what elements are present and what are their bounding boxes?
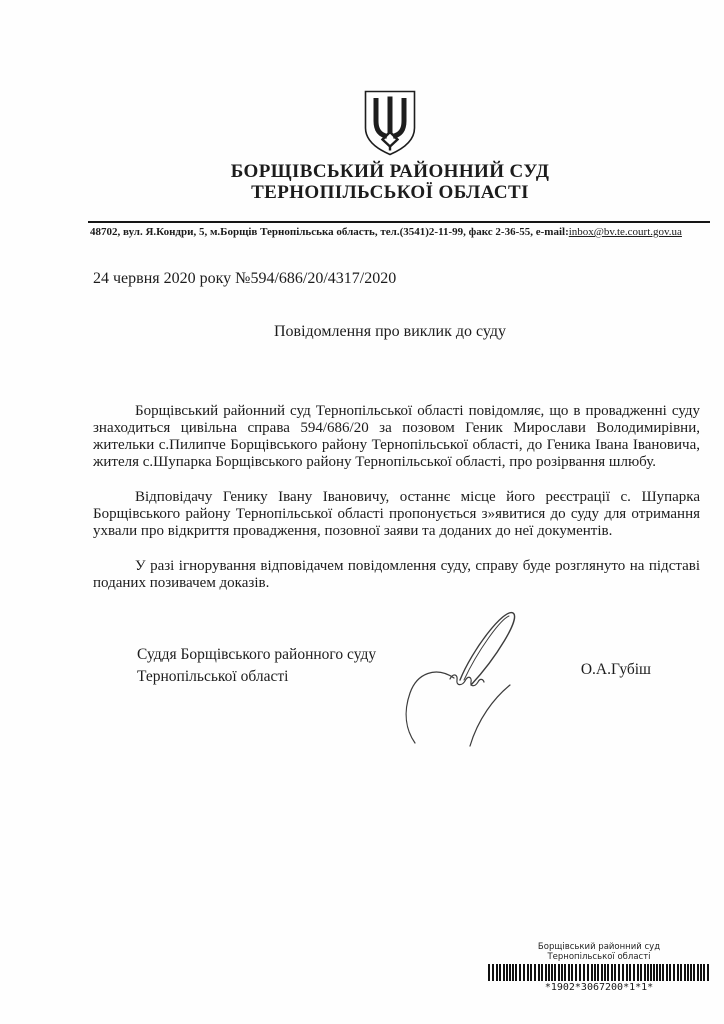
signature-role-line1: Суддя Борщівського районного суду — [137, 646, 377, 663]
paragraph: Борщівський районний суд Тернопільської області повідомляє, що в провадженні суду знаходиться цивільна справа 594/686/20 за позовом Геник Мирослави Володимирівни, жительки с.Пилипче Борщівського району Тернопільської області, до Геника Івана Івановича, жителя с.Шупарка Борщівського району Тернопільської області, про розірвання шлюбу. — [93, 403, 700, 470]
email-link[interactable]: inbox@bv.te.court.gov.ua — [568, 226, 682, 238]
header-divider — [88, 221, 710, 223]
stamp-region: Тернопільської області — [547, 952, 651, 962]
barcode-value: *1902*3067200*1*1* — [544, 982, 654, 993]
court-name — [60, 162, 720, 203]
barcode-stamp — [482, 942, 716, 993]
signature-role-line2: Тернопільської області — [137, 668, 289, 685]
signature-name: О.А.Губіш — [580, 661, 651, 678]
address-line — [90, 226, 718, 238]
signature-role — [137, 644, 376, 688]
paragraph: Відповідачу Генику Івану Івановичу, останнє місце його реєстрації с. Шупарка Борщівського району Тернопільської області пропонується з»явитися до суду для отримання ухвали про відкриття провадження, позовної заяви та доданих до неї документів. — [93, 489, 700, 539]
court-name-line1: БОРЩІВСЬКИЙ РАЙОННИЙ СУД — [230, 161, 550, 182]
notice-title: Повідомлення про виклик до суду — [273, 323, 507, 340]
signature-block — [137, 644, 651, 688]
address-text: 48702, вул. Я.Кондри, 5, м.Борщів Тернопільська область, тел.(3541)2-11-99, факс 2-36-55, e-mail: — [90, 226, 569, 238]
handwritten-signature — [398, 600, 530, 750]
document-body — [93, 403, 700, 592]
date-line: 24 червня 2020 року №594/686/20/4317/2020 — [93, 270, 397, 287]
barcode — [488, 964, 710, 981]
coat-of-arms-icon — [362, 87, 418, 159]
paragraph: У разі ігнорування відповідачем повідомлення суду, справу буде розглянуто на підставі поданих позивачем доказів. — [93, 558, 700, 591]
stamp-court-name: Борщівський районний суд — [537, 942, 661, 952]
court-name-line2: ТЕРНОПІЛЬСЬКОЇ ОБЛАСТІ — [251, 181, 529, 203]
